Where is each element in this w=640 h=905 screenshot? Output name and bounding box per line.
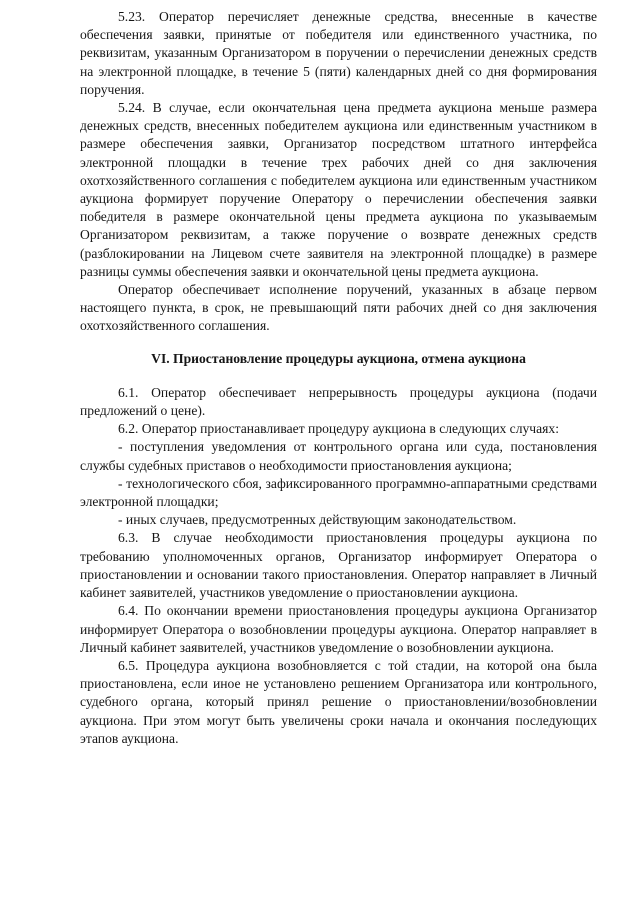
section-heading: VI. Приостановление процедуры аукциона, отмена аукциона [151, 350, 526, 366]
paragraph-6-2: 6.2. Оператор приостанавливает процедуру аукциона в следующих случаях: [118, 421, 559, 437]
paragraph-6-1: 6.1. Оператор обеспечивает непрерывность процедуры аукциона (подачи предложений о цене). [80, 384, 597, 419]
document-page [80, 8, 597, 748]
paragraph-operator-execution: Оператор обеспечивает исполнение поручений, указанных в абзаце первом настоящего пункта, в срок, не превышающий пяти рабочих дней со дня заключения охотхозяйственного соглашения. [80, 282, 597, 334]
paragraph-6-4: 6.4. По окончании времени приостановления процедуры аукциона Организатор информирует Оператора о возобновлении процедуры аукциона. Оператор направляет в Личный кабинет заявителей, участников уведомление о возобновлении аукциона. [80, 603, 597, 655]
list-item-tech-failure: - технологического сбоя, зафиксированного программно-аппаратными средствами электронной площадки; [80, 475, 597, 510]
paragraph-5-24: 5.24. В случае, если окончательная цена предмета аукциона меньше размера денежных средств, внесенных победителем аукциона или единственным участником в размере обеспечения заявки, Организатор посредством штатного интерфейса электронной площадки в течение трех рабочих дней со дня заключения охотхозяйственного соглашения с победителем аукциона или единственным участником аукциона формирует поручение Оператору о перечислении обеспечения заявки победителя в размере окончательной цены предмета аукциона по указываемым Организатором реквизитам, а также поручение о возврате денежных средств (разблокировании на Лицевом счете заявителя на электронной площадке) в размере разницы суммы обеспечения заявки и окончательной цены предмета аукциона. [80, 100, 597, 279]
paragraph-5-23: 5.23. Оператор перечисляет денежные средства, внесенные в качестве обеспечения заявки, принятые от победителя или единственного участника, по реквизитам, указанным Организатором в поручении о перечислении денежных средств на электронной площадке, в течение 5 (пяти) календарных дней со дня формирования поручения. [80, 9, 597, 97]
paragraph-6-3: 6.3. В случае необходимости приостановления процедуры аукциона по требованию уполномоченных органов, Организатор информирует Оператора о приостановлении и основании такого приостановления. Оператор направляет в Личный кабинет заявителей, участников уведомление о приостановлении аукциона. [80, 530, 597, 601]
list-item-other-cases: - иных случаев, предусмотренных действующим законодательством. [118, 512, 517, 528]
paragraph-6-5: 6.5. Процедура аукциона возобновляется с той стадии, на которой она была приостановлена, если иное не установлено решением Организатора или контрольного, судебного органа, который принял решение о приостановлении/возобновлении аукциона. При этом могут быть увеличены сроки начала и окончания последующих этапов аукциона. [80, 657, 597, 746]
list-item-notification: - поступления уведомления от контрольного органа или суда, постановления службы судебных приставов о необходимости приостановления аукциона; [80, 439, 597, 473]
